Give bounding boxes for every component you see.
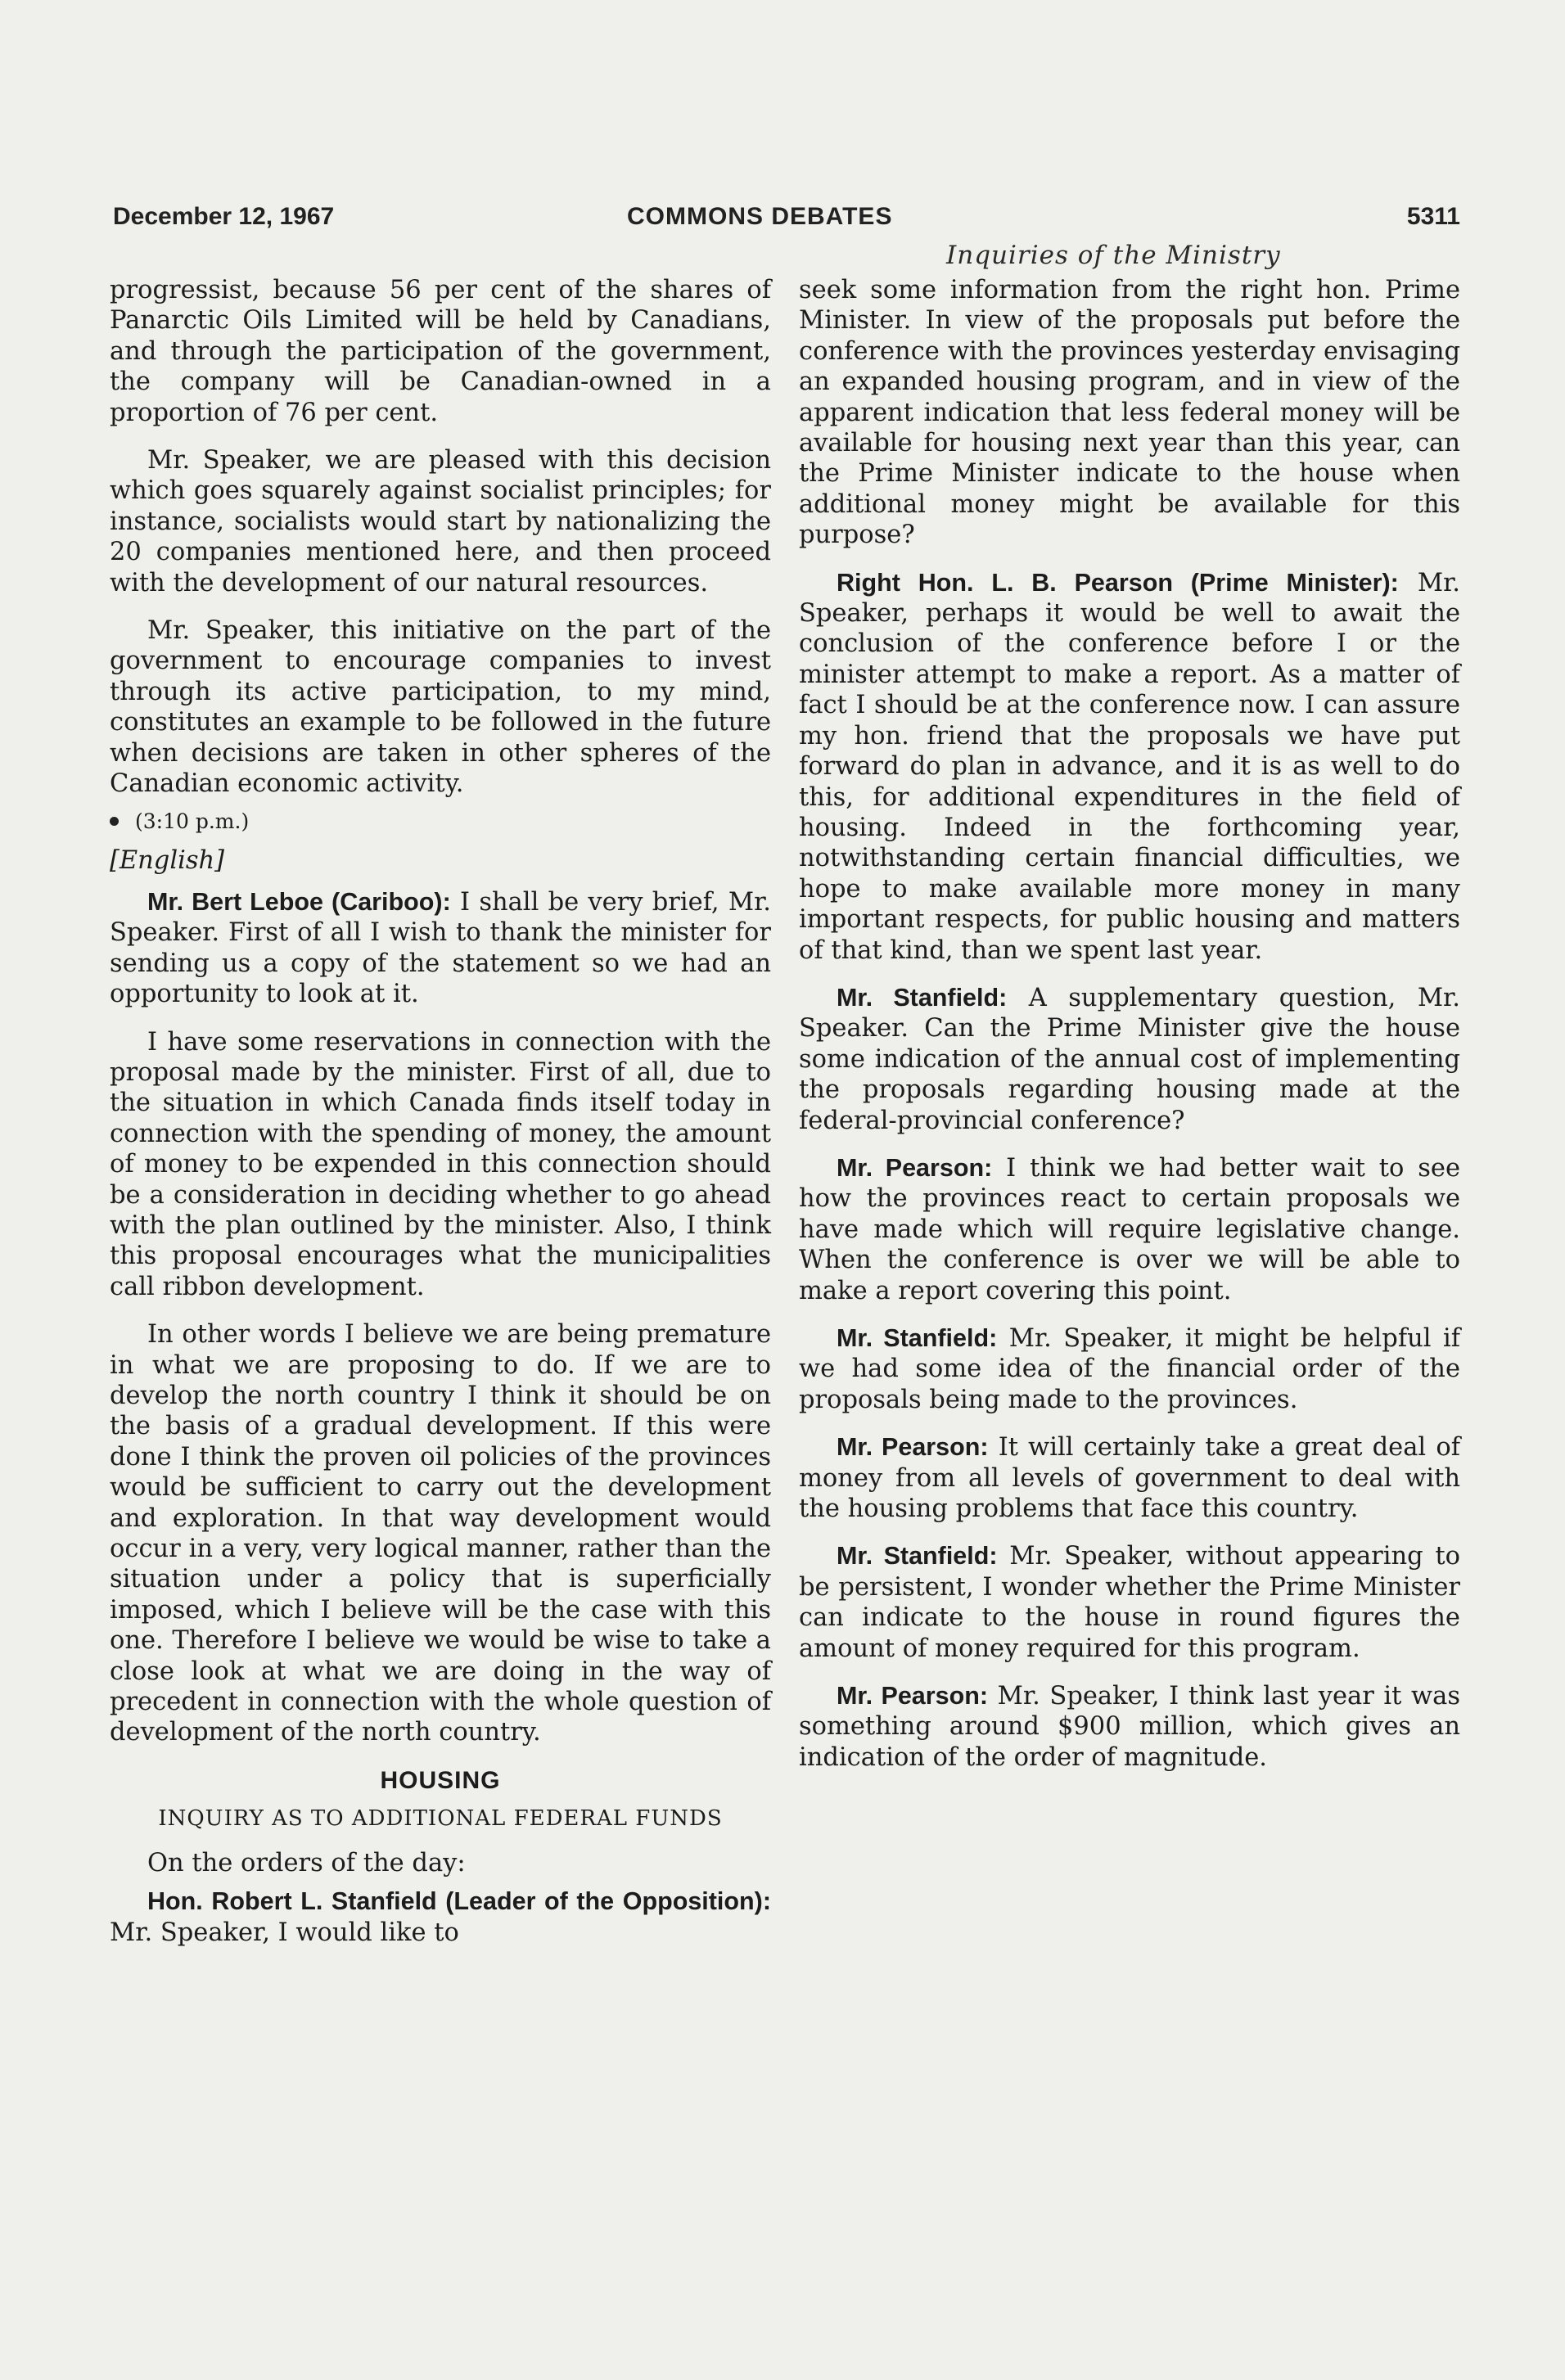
bullet-icon	[110, 817, 119, 826]
paragraph: On the orders of the day:	[147, 1848, 466, 1877]
running-title: Inquiries of the Ministry	[946, 241, 1281, 270]
speech	[799, 1541, 1460, 1664]
paragraph: progressist, because 56 per cent of the shares of Panarctic Oils Limited will be held by Canadians, and through the participation of the government, the company will be Canadian-owned in a proportion of 76 per cent.	[110, 276, 771, 427]
speaker-name: Right Hon. L. B. Pearson (Prime Minister):	[837, 568, 1399, 597]
paragraph: I have some reservations in connection with the proposal made by the minister. First of all, due to the situation in which Canada finds itself today in connection with the spending of money, the amount of money to be expended in this connection should be a consideration in deciding whether to go ahead with the plan outlined by the minister. Also, I think this proposal encourages what the municipalities call ribbon development.	[110, 1027, 771, 1301]
speaker-name: Hon. Robert L. Stanfield (Leader of the Opposition):	[147, 1887, 771, 1916]
speech-text: Mr. Speaker, it might be helpful if we had some idea of the financial order of the proposals being made to the provinces.	[799, 1324, 1460, 1414]
paragraph: seek some information from the right hon. Prime Minister. In view of the proposals put before the conference with the provinces yesterday envisaging an expanded housing program, and in view of the apparent indication that less federal money will be available for housing next year than this year, can the Prime Minister indicate to the house when additional money might be available for this purpose?	[799, 276, 1460, 550]
speech-text: Mr. Speaker, I think last year it was something around $900 million, which gives an indication of the order of magnitude.	[799, 1682, 1460, 1772]
paragraph: Mr. Speaker, this initiative on the part of the government to encourage companies to invest through its active participation, to my mind, constitutes an example to be followed in the future when decisions are taken in other spheres of the Canadian economic activity.	[110, 616, 771, 799]
time-marker-text: (3:10 p.m.)	[135, 809, 250, 833]
speech-text: It will certainly take a great deal of money from all levels of government to deal with the housing problems that face this country.	[799, 1433, 1460, 1524]
speech	[799, 1323, 1460, 1415]
header-date: December 12, 1967	[113, 203, 335, 230]
time-marker	[110, 808, 771, 836]
speaker-name: Mr. Bert Leboe (Cariboo):	[147, 887, 451, 916]
section-heading: HOUSING	[380, 1766, 501, 1794]
speech-text: Mr. Speaker, I would like to	[110, 1918, 459, 1947]
language-marker: [English]	[110, 845, 225, 875]
right-column	[799, 275, 1460, 1790]
speech-text: I shall be very brief, Mr. Speaker. First of all I wish to thank the minister for sending us a copy of the statement so we had an opportunity to look at it.	[110, 887, 772, 1009]
speaker-name: Mr. Pearson:	[837, 1153, 993, 1182]
speaker-name: Mr. Stanfield:	[837, 1542, 998, 1571]
speech	[110, 887, 771, 1010]
speech	[110, 1886, 771, 1948]
speaker-name: Mr. Stanfield:	[837, 1324, 998, 1352]
speaker-name: Mr. Pearson:	[837, 1682, 988, 1711]
header-title: COMMONS DEBATES	[627, 203, 893, 230]
paragraph: In other words I believe we are being premature in what we are proposing to do. If we are to develop the north country I think it should be on the basis of a gradual development. If this were done I think the proven oil policies of the provinces would be sufficient to carry out the development and exploration. In that way development would occur in a very, very logical manner, rather than the situation under a policy that is superficially imposed, which I believe will be the case with this one. Therefore I believe we would be wise to take a close look at what we are doing in the way of precedent in connection with the whole question of development of the north country.	[110, 1320, 771, 1747]
section-subheading: INQUIRY AS TO ADDITIONAL FEDERAL FUNDS	[158, 1806, 723, 1832]
paragraph: Mr. Speaker, we are pleased with this decision which goes squarely against socialist principles; for instance, socialists would start by nationalizing the 20 companies mentioned here, and then proceed with the development of our natural resources.	[110, 446, 771, 597]
speech-text: I think we had better wait to see how the provinces react to certain proposals we have made which will require legislative change. When the conference is over we will be able to make a report covering this point.	[799, 1153, 1461, 1305]
speech-text: Mr. Speaker, without appearing to be persistent, I wonder whether the Prime Minister can indicate to the house in round figures the amount of money required for this program.	[799, 1542, 1460, 1663]
speech	[799, 568, 1460, 966]
left-column	[110, 275, 771, 1965]
speech	[799, 1432, 1460, 1524]
page-number: 5311	[1406, 203, 1460, 230]
speech	[799, 1153, 1460, 1306]
speech	[799, 1681, 1460, 1773]
speaker-name: Mr. Stanfield:	[837, 983, 1008, 1012]
speech-text: Mr. Speaker, perhaps it would be well to await the conclusion of the conference before I or the minister attempt to make a report. As a matter of fact I should be at the conference now. I can assure my hon. friend that the proposals we have put forward do plan in advance, and it is as well to do this, for additional expenditures in the field of housing. Indeed in the forthcoming year, notwithstanding certain financial difficulties, we hope to make available more money in many important respects, for public housing and matters of that kind, than we spent last year.	[799, 568, 1460, 965]
speech	[799, 983, 1460, 1136]
speech-text: A supplementary question, Mr. Speaker. Can the Prime Minister give the house some indication of the annual cost of implementing the proposals regarding housing made at the federal-provincial conference?	[799, 983, 1460, 1135]
speaker-name: Mr. Pearson:	[837, 1433, 989, 1462]
